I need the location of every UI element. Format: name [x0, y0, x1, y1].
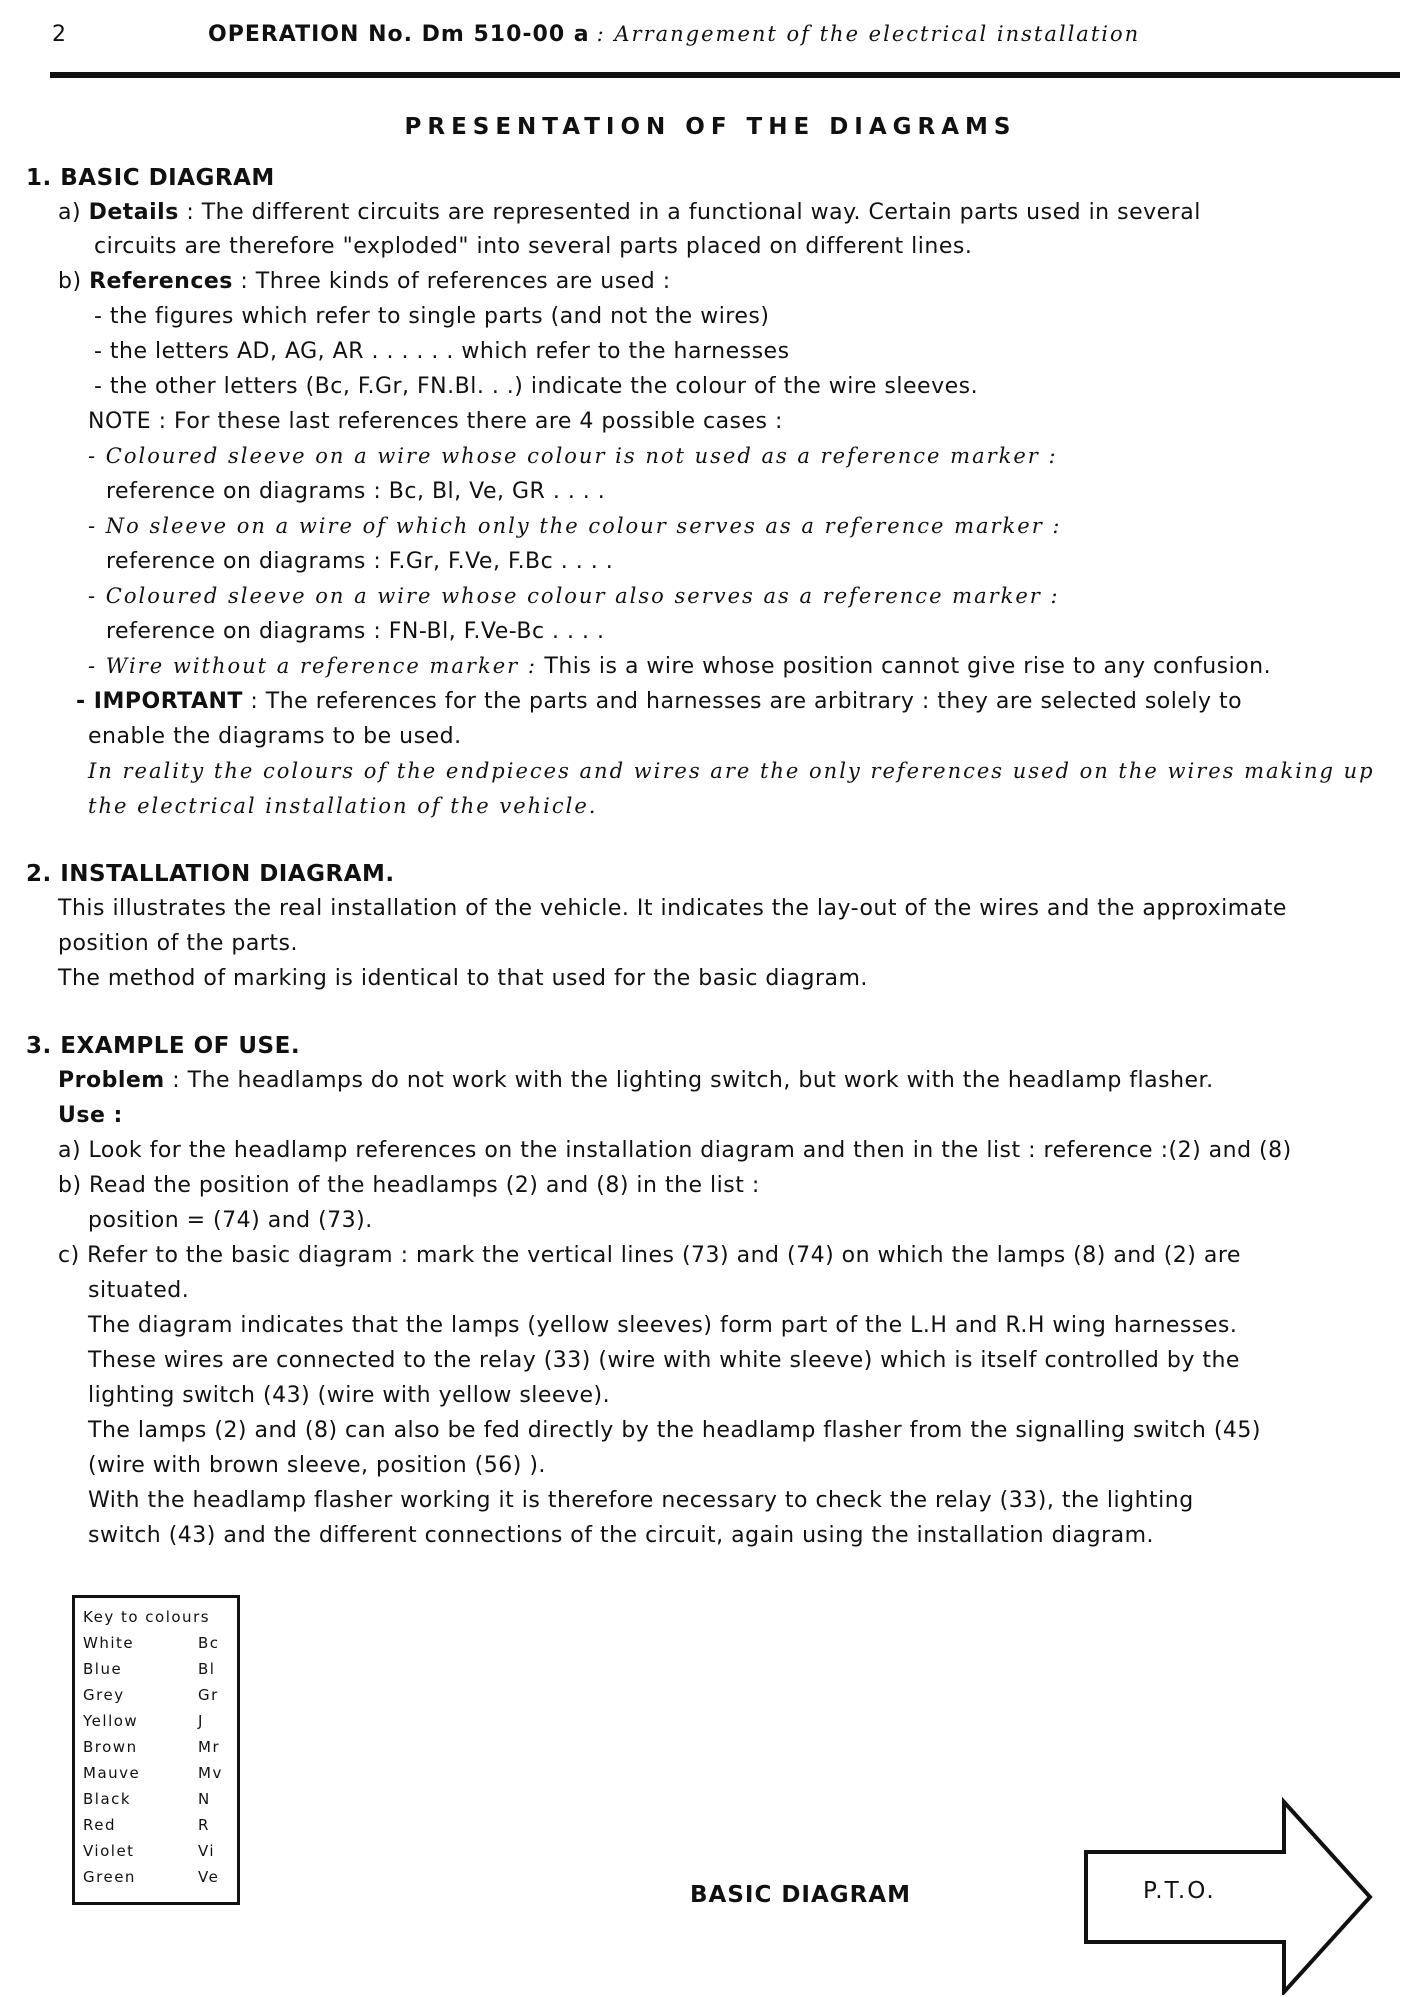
colour-abbr: Mr	[198, 1738, 221, 1756]
important-label: - IMPORTANT	[76, 689, 243, 714]
details-paragraph	[58, 200, 1201, 225]
case-1-reference: reference on diagrams : Bc, Bl, Ve, GR . . . .	[106, 479, 606, 504]
problem-text: : The headlamps do not work with the lighting switch, but work with the headlamp flasher.	[172, 1068, 1214, 1093]
note: NOTE : For these last references there are 4 possible cases :	[88, 409, 783, 434]
colour-key-title: Key to colours	[83, 1608, 211, 1626]
case-3: - Coloured sleeve on a wire whose colour also serves as a reference marker :	[88, 584, 1060, 608]
colour-abbr: Bc	[198, 1634, 220, 1652]
colour-abbr: J	[198, 1712, 204, 1730]
colour-abbr: Gr	[198, 1686, 219, 1704]
colour-name: Violet	[83, 1842, 135, 1860]
reality-note-2: the electrical installation of the vehicle.	[88, 794, 598, 818]
operation-number: OPERATION No. Dm 510-00 a	[208, 22, 590, 47]
page-title: PRESENTATION OF THE DIAGRAMS	[404, 114, 1017, 140]
colour-abbr: Ve	[198, 1868, 220, 1886]
colour-name: Grey	[83, 1686, 125, 1704]
colour-abbr: Vi	[198, 1842, 216, 1860]
case-4	[88, 654, 1271, 679]
colour-name: Red	[83, 1816, 116, 1834]
important-text: : The references for the parts and harnesses are arbitrary : they are selected solely to	[250, 689, 1243, 714]
problem-paragraph	[58, 1068, 1214, 1093]
case-2: - No sleeve on a wire of which only the colour serves as a reference marker :	[88, 514, 1062, 538]
colour-name: Blue	[83, 1660, 123, 1678]
references-item-3: - the other letters (Bc, F.Gr, FN.Bl. . .) indicate the colour of the wire sleeves.	[94, 374, 979, 399]
use-label-text: Use :	[58, 1103, 123, 1128]
page-number: 2	[52, 22, 66, 47]
colour-abbr: N	[198, 1790, 211, 1808]
colour-name: Yellow	[83, 1712, 139, 1730]
colour-name: White	[83, 1634, 135, 1652]
installation-line-3: The method of marking is identical to that used for the basic diagram.	[58, 966, 868, 991]
colour-name: Black	[83, 1790, 132, 1808]
installation-line-2: position of the parts.	[58, 931, 299, 956]
operation-title: : Arrangement of the electrical installation	[596, 22, 1141, 46]
use-label	[58, 1103, 123, 1128]
use-step-c-8: With the headlamp flasher working it is therefore necessary to check the relay (33), the lighting	[88, 1488, 1194, 1513]
use-step-c-3: The diagram indicates that the lamps (yellow sleeves) form part of the L.H and R.H wing harnesses.	[88, 1313, 1238, 1338]
colour-name: Brown	[83, 1738, 138, 1756]
colour-key-box	[72, 1595, 240, 1905]
installation-line-1: This illustrates the real installation of the vehicle. It indicates the lay-out of the wires and the approximate	[58, 896, 1287, 921]
case-3-reference: reference on diagrams : FN-Bl, F.Ve-Bc . . . .	[106, 619, 605, 644]
important-text-2: enable the diagrams to be used.	[88, 724, 462, 749]
use-step-a: a) Look for the headlamp references on the installation diagram and then in the list : reference :(2) and (8)	[58, 1138, 1292, 1163]
section-3-heading: 3. EXAMPLE OF USE.	[26, 1033, 301, 1059]
use-step-b: b) Read the position of the headlamps (2) and (8) in the list :	[58, 1173, 760, 1198]
section-1-heading: 1. BASIC DIAGRAM	[26, 165, 275, 191]
references-text: : Three kinds of references are used :	[240, 269, 671, 294]
colour-name: Green	[83, 1868, 136, 1886]
colour-abbr: Bl	[198, 1660, 216, 1678]
details-label: Details	[88, 200, 179, 225]
use-step-c-5: lighting switch (43) (wire with yellow sleeve).	[88, 1383, 611, 1408]
section-2-heading: 2. INSTALLATION DIAGRAM.	[26, 861, 395, 887]
use-step-b-position: position = (74) and (73).	[88, 1208, 373, 1233]
use-step-c-7: (wire with brown sleeve, position (56) ).	[88, 1453, 546, 1478]
references-prefix: b)	[58, 269, 82, 294]
details-prefix: a)	[58, 200, 82, 225]
case-1: - Coloured sleeve on a wire whose colour is not used as a reference marker :	[88, 444, 1058, 468]
colour-abbr: R	[198, 1816, 210, 1834]
colour-abbr: Mv	[198, 1764, 223, 1782]
details-text: : The different circuits are represented in a functional way. Certain parts used in several	[186, 200, 1201, 225]
operation-header	[208, 22, 1140, 47]
pto-arrow-icon	[1080, 1795, 1380, 1995]
case-4-label: - Wire without a reference marker :	[88, 654, 537, 678]
references-label: References	[89, 269, 233, 294]
details-text-2: circuits are therefore "exploded" into several parts placed on different lines.	[94, 234, 973, 259]
use-step-c-2: situated.	[88, 1278, 190, 1303]
important-paragraph	[76, 689, 1242, 714]
pto-label: P.T.O.	[1143, 1878, 1216, 1904]
use-step-c-6: The lamps (2) and (8) can also be fed directly by the headlamp flasher from the signalling switch (45)	[88, 1418, 1261, 1443]
colour-name: Mauve	[83, 1764, 141, 1782]
header-rule	[50, 72, 1400, 78]
case-2-reference: reference on diagrams : F.Gr, F.Ve, F.Bc . . . .	[106, 549, 614, 574]
references-paragraph	[58, 269, 671, 294]
basic-diagram-label: BASIC DIAGRAM	[690, 1882, 912, 1908]
use-step-c: c) Refer to the basic diagram : mark the vertical lines (73) and (74) on which the lamps (8) and (2) are	[58, 1243, 1241, 1268]
references-item-1: - the figures which refer to single parts (and not the wires)	[94, 304, 770, 329]
use-step-c-4: These wires are connected to the relay (33) (wire with white sleeve) which is itself controlled by the	[88, 1348, 1240, 1373]
references-item-2: - the letters AD, AG, AR . . . . . . which refer to the harnesses	[94, 339, 790, 364]
problem-label: Problem	[58, 1068, 165, 1093]
case-4-text: This is a wire whose position cannot give rise to any confusion.	[544, 654, 1272, 679]
reality-note-1: In reality the colours of the endpieces and wires are the only references used on the wires making up	[88, 759, 1375, 783]
use-step-c-9: switch (43) and the different connections of the circuit, again using the installation diagram.	[88, 1523, 1155, 1548]
